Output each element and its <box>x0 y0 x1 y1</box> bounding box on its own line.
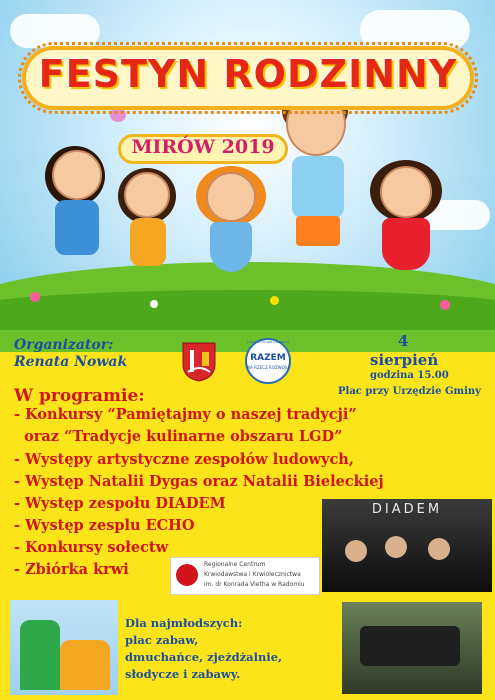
blood-center-line: Regionalne Centrum <box>204 561 266 568</box>
coat-of-arms-icon <box>182 342 216 382</box>
kid-shorts <box>296 216 340 246</box>
lgd-logo-subtext: NA RZECZ ROZWOJU <box>247 365 289 370</box>
event-day: 4 <box>398 332 409 350</box>
kid-body <box>292 156 344 218</box>
blood-center-line: Krwiodawstwa i Krwiolecznictwa <box>204 571 301 578</box>
program-item: - Występ zesplu ECHO <box>14 517 195 534</box>
kids-section-title: Dla najmłodszych: <box>125 616 243 630</box>
flower-icon <box>150 300 158 308</box>
program-item: - Występ Natalii Dygas oraz Natalii Bieleckiej <box>14 473 384 490</box>
flower-icon <box>30 292 40 302</box>
band-member <box>345 540 367 562</box>
program-item: - Konkursy “Pamiętajmy o naszej tradycji” <box>14 406 357 423</box>
band-member <box>428 538 450 560</box>
event-hour: godzina 15.00 <box>370 370 449 381</box>
program-item: - Występy artystyczne zespołów ludowych, <box>14 451 354 468</box>
kid-head <box>206 172 256 222</box>
event-month: sierpień <box>370 351 439 369</box>
lgd-logo-caption: Lokalna Grupa Działania <box>246 340 290 344</box>
kid-body <box>382 218 430 270</box>
bouncy-slide <box>60 640 110 690</box>
bouncy-slide <box>20 620 60 690</box>
kids-section-line: słodycze i zabawy. <box>125 667 241 681</box>
band-photo-caption: DIADEM <box>371 502 443 517</box>
kids-section-line: plac zabaw, <box>125 633 199 647</box>
flower-icon <box>440 300 450 310</box>
program-item: - Zbiórka krwi <box>14 561 129 578</box>
poster-subtitle: MIRÓW 2019 <box>131 136 275 158</box>
blood-drop-icon <box>176 564 198 586</box>
kid-head <box>52 150 102 200</box>
lgd-logo-text: RAZEM <box>250 353 286 363</box>
group-members <box>360 626 460 666</box>
poster-title: FESTYN RODZINNY <box>38 52 458 96</box>
event-place: Plac przy Urzędzie Gminy <box>338 386 481 397</box>
flower-icon <box>270 296 279 305</box>
program-title: W programie: <box>14 386 145 406</box>
kid-body <box>130 218 166 266</box>
organizer-label: Organizator: <box>14 337 114 353</box>
green-hill-front <box>0 290 495 330</box>
program-item: - Konkursy sołectw <box>14 539 169 556</box>
program-item: oraz “Tradycje kulinarne obszaru LGD” <box>14 428 343 445</box>
band-member <box>385 536 407 558</box>
organizer-name: Renata Nowak <box>14 354 128 370</box>
blood-center-line: im. dr Konrada Vietha w Radomiu <box>204 581 305 588</box>
kid-head <box>124 172 170 218</box>
kid-head <box>380 166 432 218</box>
kid-body <box>55 200 99 255</box>
kid-body <box>210 222 252 272</box>
program-item: - Występ zespołu DIADEM <box>14 495 226 512</box>
kids-section-line: dmuchańce, zjeżdżalnie, <box>125 650 283 664</box>
